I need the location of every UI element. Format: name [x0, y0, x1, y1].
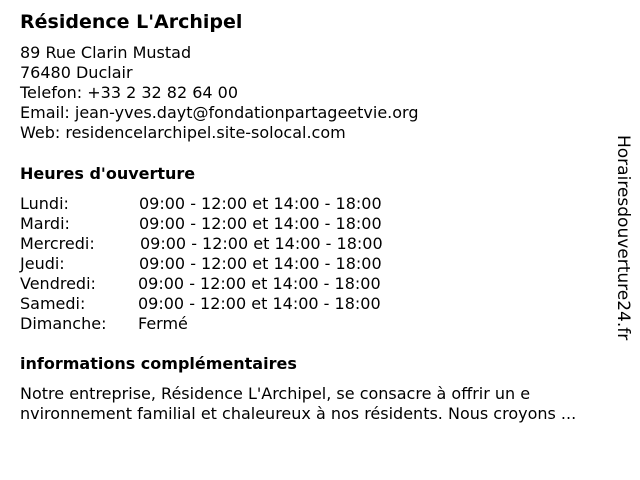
additional-info-heading: informations complémentaires: [20, 354, 297, 373]
day-hours: 09:00 - 12:00 et 14:00 - 18:00: [140, 234, 383, 253]
day-label: Jeudi:: [20, 254, 65, 273]
street-address: 89 Rue Clarin Mustad: [20, 43, 192, 62]
day-label: Samedi:: [20, 294, 86, 313]
site-watermark: Horairesdouverture24.fr: [613, 135, 633, 341]
day-hours: 09:00 - 12:00 et 14:00 - 18:00: [139, 254, 382, 273]
opening-hours-heading: Heures d'ouverture: [20, 164, 196, 183]
email-line: Email: jean-yves.dayt@fondationpartageetvie.org: [20, 103, 419, 122]
day-hours: 09:00 - 12:00 et 14:00 - 18:00: [138, 274, 381, 293]
day-hours: 09:00 - 12:00 et 14:00 - 18:00: [139, 214, 382, 233]
day-label: Mardi:: [20, 214, 70, 233]
day-label: Mercredi:: [20, 234, 95, 253]
day-hours: 09:00 - 12:00 et 14:00 - 18:00: [138, 294, 381, 313]
info-line: nvironnement familial et chaleureux à nos résidents. Nous croyons ...: [20, 404, 577, 423]
website-line: Web: residencelarchipel.site-solocal.com: [20, 123, 346, 142]
contact-block: [20, 43, 419, 143]
day-hours: Fermé: [138, 314, 188, 333]
day-label: Lundi:: [20, 194, 69, 213]
additional-info-text: [20, 384, 630, 424]
city-postal: 76480 Duclair: [20, 63, 133, 82]
day-label: Dimanche:: [20, 314, 107, 333]
day-label: Vendredi:: [20, 274, 96, 293]
phone-line: Telefon: +33 2 32 82 64 00: [20, 83, 239, 102]
day-hours: 09:00 - 12:00 et 14:00 - 18:00: [139, 194, 382, 213]
business-name: Résidence L'Archipel: [20, 11, 243, 33]
info-line: Notre entreprise, Résidence L'Archipel, se consacre à offrir un e: [20, 384, 531, 403]
